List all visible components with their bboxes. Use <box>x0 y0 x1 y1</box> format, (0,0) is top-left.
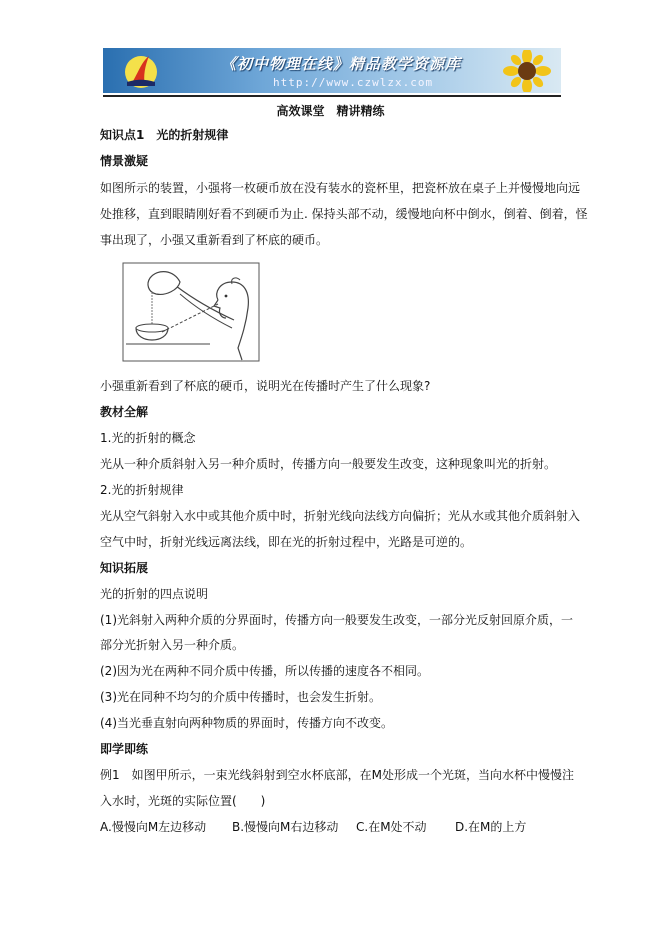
textbook-subheading: 2.光的折射规律 <box>100 483 184 497</box>
sunflower-icon <box>501 50 553 92</box>
textbook-text: 光从空气斜射入水中或其他介质中时，折射光线向法线方向偏折；光从水或其他介质斜射入 <box>100 509 581 523</box>
example-line: 入水时，光斑的实际位置( ) <box>100 794 266 808</box>
header-rule <box>103 95 561 97</box>
textbook-text: 光从一种介质斜射入另一种介质时，传播方向一般要发生改变，这种现象叫光的折射。 <box>100 457 557 471</box>
extension-item: (4)当光垂直射向两种物质的界面时，传播方向不改变。 <box>100 716 394 730</box>
scene-question: 小强重新看到了杯底的硬币，说明光在传播时产生了什么现象? <box>100 379 431 393</box>
scene-heading: 情景激疑 <box>100 154 149 168</box>
option-b: B.慢慢向M右边移动 <box>232 820 339 834</box>
knowledge-point-title: 知识点1 光的折射规律 <box>100 128 229 142</box>
textbook-heading: 教材全解 <box>100 405 149 419</box>
header-banner <box>103 48 561 93</box>
experiment-illustration <box>122 262 260 362</box>
extension-heading: 知识拓展 <box>100 561 149 575</box>
textbook-subheading: 1.光的折射的概念 <box>100 431 196 445</box>
option-a: A.慢慢向M左边移动 <box>100 820 207 834</box>
logo-icon <box>123 52 159 90</box>
extension-item: (3)光在同种不均匀的介质中传播时，也会发生折射。 <box>100 690 382 704</box>
banner-url: http://www.czwlzx.com <box>273 76 434 89</box>
section-title: 高效课堂 精讲精练 <box>276 104 385 118</box>
textbook-text: 空气中时，折射光线远离法线，即在光的折射过程中，光路是可逆的。 <box>100 535 473 549</box>
extension-item: (1)光斜射入两种介质的分界面时，传播方向一般要发生改变，一部分光反射回原介质，一 <box>100 613 574 627</box>
banner-title: 《初中物理在线》精品教学资源库 <box>221 55 462 73</box>
scene-line: 如图所示的装置，小强将一枚硬币放在没有装水的瓷杯里，把瓷杯放在桌子上并慢慢地向远 <box>100 181 581 195</box>
extension-item: (2)因为光在两种不同介质中传播，所以传播的速度各不相同。 <box>100 664 430 678</box>
extension-item: 部分光折射入另一种介质。 <box>100 638 245 652</box>
scene-line: 事出现了，小强又重新看到了杯底的硬币。 <box>100 233 329 247</box>
example-line: 例1 如图甲所示，一束光线斜射到空水杯底部，在M处形成一个光斑，当向水杯中慢慢注 <box>100 768 574 782</box>
extension-intro: 光的折射的四点说明 <box>100 587 209 601</box>
option-d: D.在M的上方 <box>455 820 527 834</box>
option-c: C.在M处不动 <box>356 820 427 834</box>
practice-heading: 即学即练 <box>100 742 149 756</box>
scene-line: 处推移，直到眼睛刚好看不到硬币为止. 保持头部不动，缓慢地向杯中倒水，倒着、倒着，怪 <box>100 207 588 221</box>
